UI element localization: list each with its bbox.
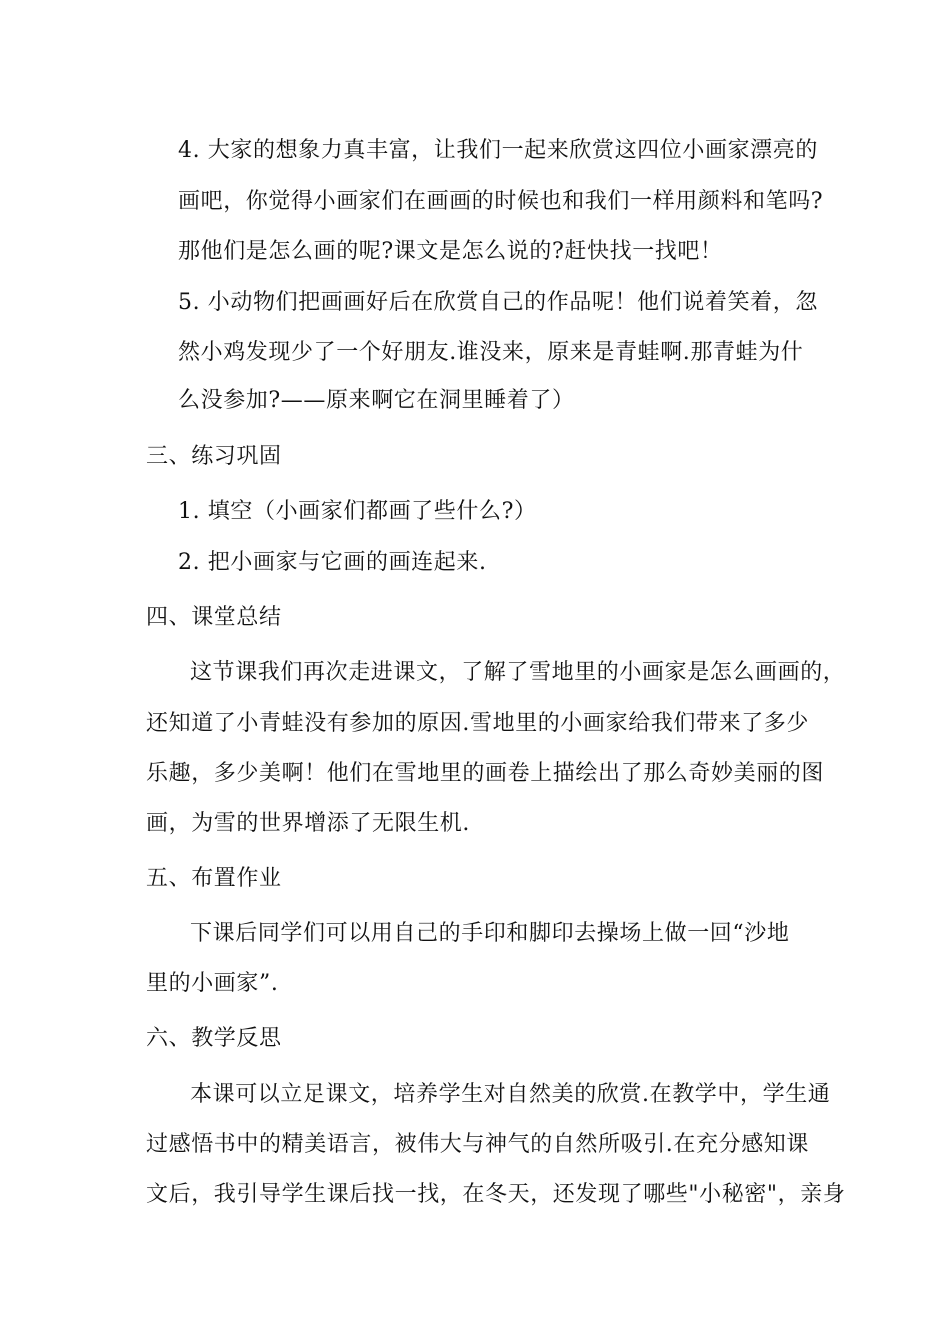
- section-6-line-2: 过感悟书中的精美语言，被伟大与神气的自然所吸引.在充分感知课: [146, 1132, 809, 1157]
- section-4-line-4: 画，为雪的世界增添了无限生机.: [146, 811, 470, 836]
- item-4-line-3: 那他们是怎么画的呢?课文是怎么说的?赶快找一找吧！: [178, 239, 723, 264]
- section-3-item-1: 1. 填空（小画家们都画了些什么?）: [178, 499, 537, 524]
- item-5-line-3: 么没参加?——原来啊它在洞里睡着了）: [178, 388, 575, 413]
- item-5-line-1: 5. 小动物们把画画好后在欣赏自己的作品呢！他们说着笑着，忽: [178, 290, 818, 315]
- section-5-line-2: 里的小画家”.: [146, 971, 279, 996]
- section-3-item-2: 2. 把小画家与它画的画连起来.: [178, 550, 487, 575]
- section-4-line-1: 这节课我们再次走进课文，了解了雪地里的小画家是怎么画画的，: [190, 660, 846, 685]
- section-6-line-1: 本课可以立足课文，培养学生对自然美的欣赏.在教学中，学生通: [190, 1082, 831, 1107]
- item-4-line-1: 4. 大家的想象力真丰富，让我们一起来欣赏这四位小画家漂亮的: [178, 138, 818, 163]
- section-4-line-3: 乐趣，多少美啊！他们在雪地里的画卷上描绘出了那么奇妙美丽的图: [146, 761, 825, 786]
- section-5-line-1: 下课后同学们可以用自己的手印和脚印去操场上做一回“沙地: [190, 921, 790, 946]
- item-4-line-2: 画吧，你觉得小画家们在画画的时候也和我们一样用颜料和笔吗?: [178, 189, 824, 214]
- section-4-line-2: 还知道了小青蛙没有参加的原因.雪地里的小画家给我们带来了多少: [146, 711, 809, 736]
- section-6-line-3: 文后，我引导学生课后找一找，在冬天，还发现了哪些"小秘密"，亲身: [146, 1182, 846, 1207]
- section-5-heading: 五、布置作业: [146, 866, 282, 891]
- section-3-heading: 三、练习巩固: [146, 444, 282, 469]
- section-4-heading: 四、课堂总结: [146, 605, 282, 630]
- section-6-heading: 六、教学反思: [146, 1026, 282, 1051]
- item-5-line-2: 然小鸡发现少了一个好朋友.谁没来，原来是青蛙啊.那青蛙为什: [178, 340, 804, 365]
